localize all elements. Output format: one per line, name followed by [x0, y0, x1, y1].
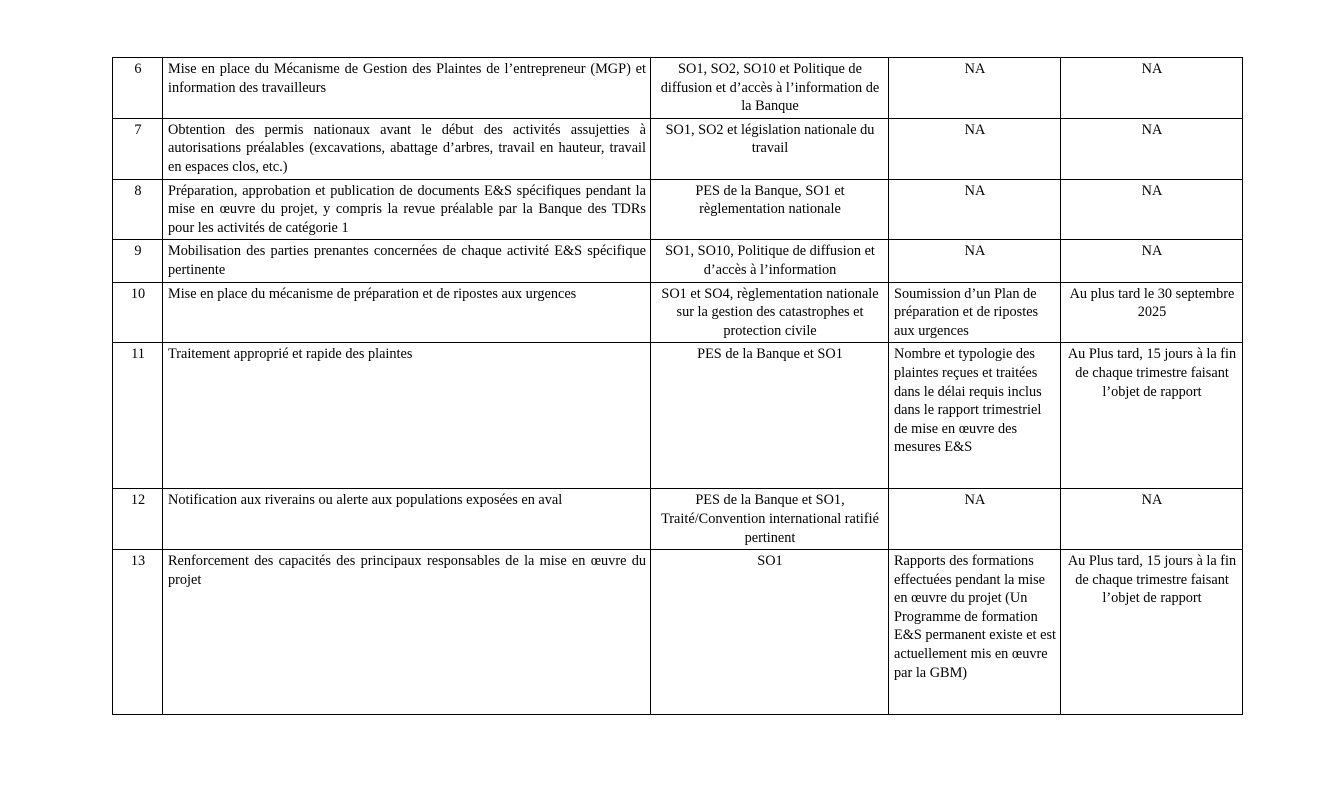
activity-cell [163, 343, 651, 489]
row-number-cell-text: 13 [130, 553, 146, 570]
deadline-cell [1061, 58, 1243, 119]
row-number-cell-text: 11 [131, 346, 145, 363]
indicator-cell-text: Nombre et typologie des plaintes reçues et traitées dans le délai requis inclus dans le rapport trimestriel de mise en œuvre des mesures E&S [894, 346, 1042, 456]
row-number-cell [113, 343, 163, 489]
deadline-cell [1061, 282, 1243, 343]
reference-cell-text: PES de la Banque, SO1 et règlementation nationale [695, 182, 845, 218]
deadline-cell-text: NA [1141, 492, 1163, 509]
deadline-cell [1061, 343, 1243, 489]
indicator-cell [889, 58, 1061, 119]
row-number-cell-text: 10 [130, 285, 146, 302]
reference-cell [651, 240, 889, 282]
reference-cell-text: PES de la Banque et SO1, Traité/Convention international ratifié pertinent [661, 492, 879, 546]
reference-cell-text: PES de la Banque et SO1 [697, 346, 843, 363]
activity-cell-text: Notification aux riverains ou alerte aux populations exposées en aval [168, 492, 563, 509]
deadline-cell [1061, 550, 1243, 715]
row-number-cell [113, 282, 163, 343]
deadline-cell-text: NA [1141, 61, 1163, 77]
deadline-cell [1061, 240, 1243, 282]
reference-cell-text: SO1, SO2, SO10 et Politique de diffusion et d’accès à l’information de la Banque [660, 61, 880, 115]
reference-cell-text: SO1, SO2 et législation nationale du travail [665, 121, 875, 157]
deadline-cell-text: NA [1141, 243, 1163, 260]
activity-cell-text: Renforcement des capacités des principaux responsables de la mise en œuvre du projet [168, 553, 646, 588]
deadline-cell-text: Au Plus tard, 15 jours à la fin de chaque trimestre faisant l’objet de rapport [1067, 553, 1237, 607]
indicator-cell [889, 489, 1061, 550]
indicator-cell [889, 550, 1061, 715]
row-number-cell [113, 240, 163, 282]
row-number-cell-text: 8 [134, 182, 142, 199]
indicator-cell-text: NA [964, 492, 986, 509]
table-row [113, 343, 1243, 489]
deadline-cell-text: NA [1141, 182, 1163, 199]
indicator-cell-text: Soumission d’un Plan de préparation et de ripostes aux urgences [894, 285, 1039, 339]
reference-cell [651, 58, 889, 119]
reference-cell-text: SO1, SO10, Politique de diffusion et d’accès à l’information [665, 243, 875, 278]
activity-cell [163, 550, 651, 715]
table-body [113, 58, 1243, 715]
indicator-cell [889, 118, 1061, 179]
indicator-cell [889, 343, 1061, 489]
activity-cell-text: Obtention des permis nationaux avant le début des activités assujetties à autorisations préalables (excavations, abattage d’arbres, travail en hauteur, travail en espaces clos, etc.) [168, 121, 646, 175]
activity-cell-text: Mobilisation des parties prenantes concernées de chaque activité E&S spécifique pertinente [168, 243, 646, 278]
deadline-cell [1061, 179, 1243, 240]
indicator-cell [889, 179, 1061, 240]
row-number-cell [113, 179, 163, 240]
reference-cell-text: SO1 [757, 553, 783, 570]
row-number-cell-text: 6 [134, 61, 142, 77]
indicator-cell-text: Rapports des formations effectuées pendant la mise en œuvre du projet (Un Programme de formation E&S permanent existe et est actuellement mis en œuvre par la GBM) [894, 553, 1056, 681]
activity-cell-text: Mise en place du Mécanisme de Gestion des Plaintes de l’entrepreneur (MGP) et information des travailleurs [168, 61, 646, 96]
reference-cell [651, 343, 889, 489]
deadline-cell-text: Au Plus tard, 15 jours à la fin de chaque trimestre faisant l’objet de rapport [1067, 346, 1237, 400]
activity-cell-text: Traitement approprié et rapide des plaintes [168, 346, 413, 363]
activity-cell-text: Mise en place du mécanisme de préparation et de ripostes aux urgences [168, 285, 577, 302]
table-row [113, 58, 1243, 119]
row-number-cell [113, 58, 163, 119]
deadline-cell [1061, 489, 1243, 550]
activity-cell [163, 118, 651, 179]
activity-cell-text: Préparation, approbation et publication de documents E&S spécifiques pendant la mise en œuvre du projet, y compris la revue préalable par la Banque des TDRs pour les activités de catégorie 1 [168, 182, 646, 236]
reference-cell [651, 282, 889, 343]
indicator-cell-text: NA [964, 243, 986, 260]
row-number-cell-text: 9 [134, 243, 142, 260]
row-number-cell [113, 489, 163, 550]
table-row [113, 179, 1243, 240]
indicator-cell-text: NA [964, 121, 986, 138]
indicator-cell [889, 240, 1061, 282]
activity-cell [163, 282, 651, 343]
deadline-cell-text: NA [1141, 121, 1163, 138]
activity-cell [163, 58, 651, 119]
row-number-cell [113, 550, 163, 715]
table-row [113, 282, 1243, 343]
indicator-cell [889, 282, 1061, 343]
row-number-cell-text: 12 [130, 492, 146, 509]
esmp-measures-table [112, 57, 1243, 715]
row-number-cell [113, 118, 163, 179]
activity-cell [163, 489, 651, 550]
reference-cell [651, 118, 889, 179]
reference-cell [651, 489, 889, 550]
deadline-cell-text: Au plus tard le 30 septembre 2025 [1069, 285, 1235, 321]
reference-cell-text: SO1 et SO4, règlementation nationale sur la gestion des catastrophes et protection civile [661, 285, 879, 339]
table-row [113, 489, 1243, 550]
table-row [113, 118, 1243, 179]
table-row [113, 550, 1243, 715]
row-number-cell-text: 7 [134, 121, 142, 138]
indicator-cell-text: NA [964, 182, 986, 199]
activity-cell [163, 240, 651, 282]
reference-cell [651, 550, 889, 715]
activity-cell [163, 179, 651, 240]
table-row [113, 240, 1243, 282]
deadline-cell [1061, 118, 1243, 179]
reference-cell [651, 179, 889, 240]
indicator-cell-text: NA [964, 61, 986, 77]
